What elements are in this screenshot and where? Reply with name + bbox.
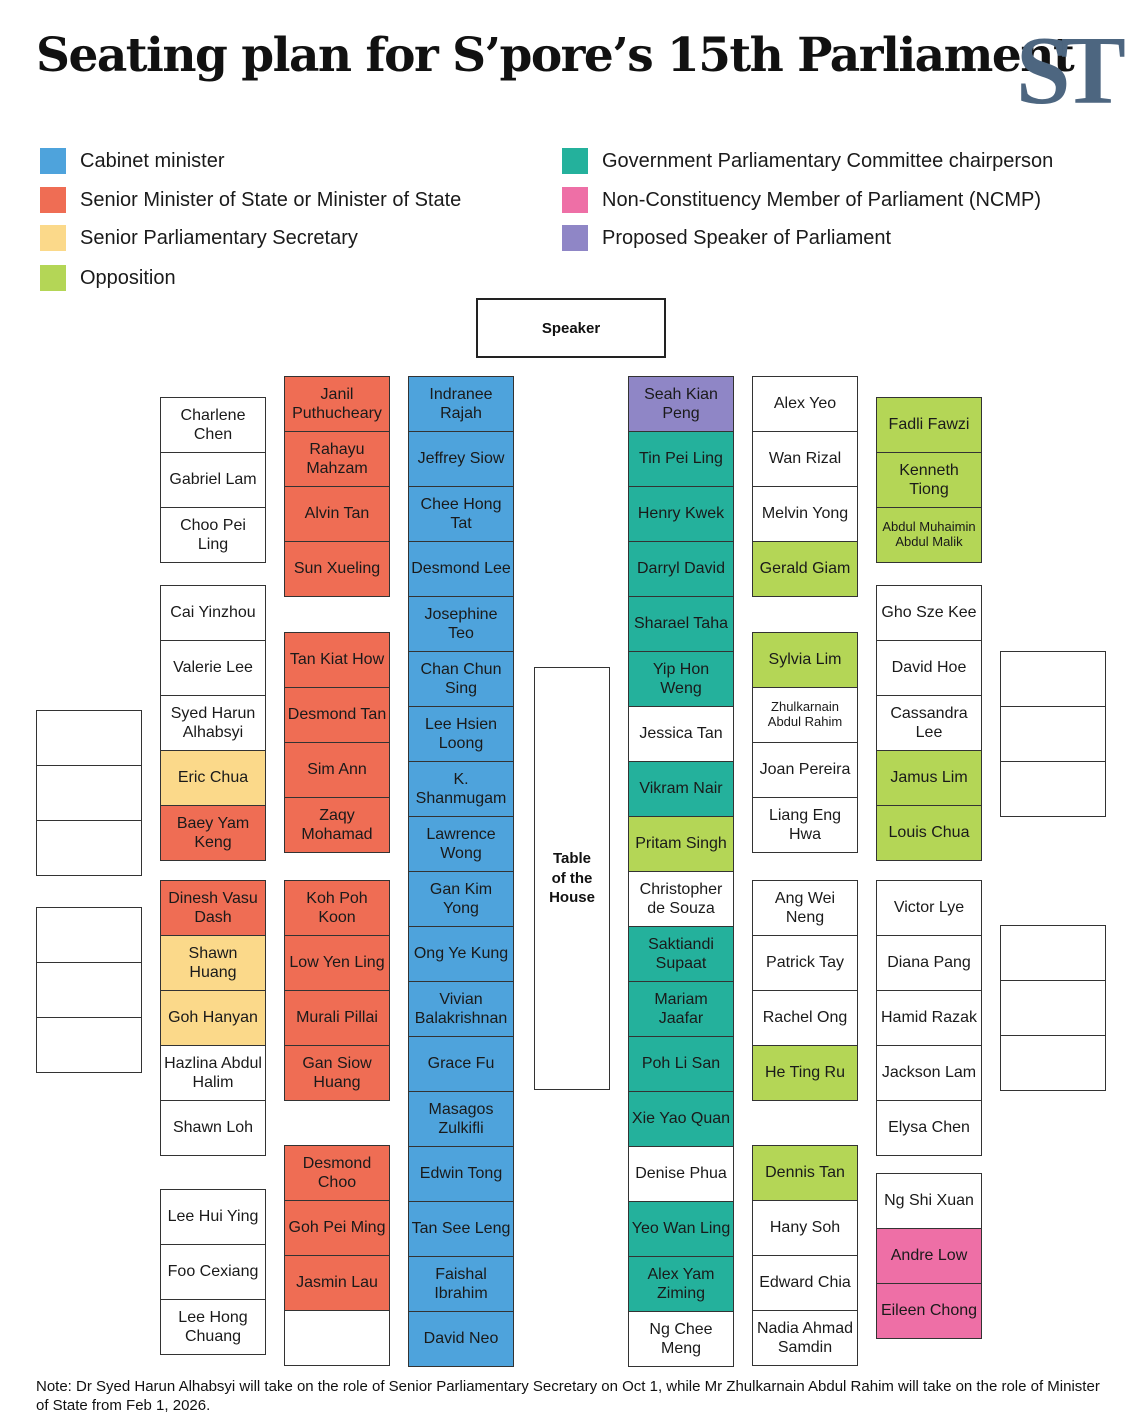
seat-empty [1000, 925, 1106, 981]
legend-swatch [40, 265, 66, 291]
seat-edwin-tong [408, 1146, 514, 1202]
seat-name: Kenneth Tiong [899, 461, 959, 498]
seat-name: Darryl David [636, 560, 725, 578]
seat-shawn-huang [160, 935, 266, 991]
seat-abdul-muhaimin-abdul-malik [876, 507, 982, 563]
seat-alex-yam-ziming [628, 1256, 734, 1312]
seat-sim-ann [284, 742, 390, 798]
seat-name: Gabriel Lam [169, 471, 257, 489]
seat-name: Eileen Chong [880, 1302, 978, 1320]
seat-jamus-lim [876, 750, 982, 806]
seat-name: Desmond Lee [411, 560, 511, 578]
seat-valerie-lee [160, 640, 266, 696]
seat-name: Lee Hsien Loong [424, 715, 498, 752]
seat-name: Gan Siow Huang [302, 1054, 372, 1091]
seat-name: Baey Yam Keng [176, 814, 250, 851]
seat-edward-chia [752, 1255, 858, 1311]
seat-name: Wan Rizal [768, 450, 842, 468]
seat-denise-phua [628, 1146, 734, 1202]
seat-name: Valerie Lee [173, 659, 253, 677]
seat-name: Low Yen Ling [289, 954, 385, 972]
seat-dinesh-vasu-dash [160, 880, 266, 936]
seat-name: Patrick Tay [766, 954, 844, 972]
seat-name: Goh Pei Ming [288, 1219, 386, 1237]
seat-name: Tan See Leng [411, 1220, 511, 1238]
seat-empty [36, 710, 142, 766]
seat-david-neo [408, 1311, 514, 1367]
seat-name: Ang Wei Neng [774, 889, 836, 926]
seat-name: Syed Harun Alhabsyi [170, 704, 256, 741]
legend-swatch [562, 225, 588, 251]
page-title: Seating plan for S’pore’s 15th Parliament [36, 28, 1074, 83]
seat-patrick-tay [752, 935, 858, 991]
seat-name: Charlene Chen [180, 406, 246, 443]
seat-jeffrey-siow [408, 431, 514, 487]
seat-name: Chee Hong Tat [420, 495, 502, 532]
seat-name: Seah Kian Peng [644, 385, 718, 422]
seat-name: Jeffrey Siow [417, 450, 505, 468]
seat-gan-siow-huang [284, 1045, 390, 1101]
legend-swatch [40, 148, 66, 174]
seat-liang-eng-hwa [752, 797, 858, 853]
table-label-line: of the [551, 869, 593, 887]
seat-name: Goh Hanyan [168, 1009, 258, 1027]
seat-zhulkarnain-abdul-rahim [752, 687, 858, 743]
seat-pritam-singh [628, 816, 734, 872]
seat-name: Ng Shi Xuan [884, 1192, 974, 1210]
seat-name: Vivian Balakrishnan [414, 990, 508, 1027]
legend-label: Cabinet minister [80, 149, 225, 172]
seat-alex-yeo [752, 376, 858, 432]
seat-name: Indranee Rajah [429, 385, 493, 422]
seat-desmond-tan [284, 687, 390, 743]
seat-eric-chua [160, 750, 266, 806]
seat-name: Diana Pang [887, 954, 971, 972]
seat-name: Zhulkarnain Abdul Rahim [767, 699, 843, 729]
legend-label: Non-Constituency Member of Parliament (NCMP) [602, 188, 1042, 211]
seat-name: Melvin Yong [761, 505, 849, 523]
seat-empty [36, 1017, 142, 1073]
legend-item-minister-state [40, 187, 461, 213]
seat-name: Janil Puthucheary [292, 385, 382, 422]
seat-hamid-razak [876, 990, 982, 1046]
seat-name: Ng Chee Meng [649, 1320, 713, 1357]
seat-name: Hazlina Abdul Halim [164, 1054, 262, 1091]
seat-name: Gan Kim Yong [429, 880, 493, 917]
seat-empty [1000, 706, 1106, 762]
seat-alvin-tan [284, 486, 390, 542]
seat-name: Alvin Tan [304, 505, 370, 523]
seat-name: Hany Soh [769, 1219, 841, 1237]
seat-cassandra-lee [876, 695, 982, 751]
seat-k-shanmugam [408, 761, 514, 817]
seat-masagos-zulkifli [408, 1091, 514, 1147]
seat-name: Faishal Ibrahim [434, 1265, 488, 1302]
seat-name: Sim Ann [307, 761, 367, 779]
seat-name: Saktiandi Supaat [648, 935, 714, 972]
legend-item-gpc-chair [562, 148, 1053, 174]
seat-foo-cexiang [160, 1244, 266, 1300]
seat-cai-yinzhou [160, 585, 266, 641]
seat-desmond-choo [284, 1145, 390, 1201]
seat-name: Jessica Tan [639, 725, 723, 743]
legend-swatch [40, 187, 66, 213]
legend-item-speaker [562, 225, 891, 251]
seat-name: Henry Kwek [637, 505, 725, 523]
seat-sun-xueling [284, 541, 390, 597]
seat-desmond-lee [408, 541, 514, 597]
seat-choo-pei-ling [160, 507, 266, 563]
seat-name: Rahayu Mahzam [306, 440, 368, 477]
seat-name: Foo Cexiang [167, 1263, 259, 1281]
seat-lawrence-wong [408, 816, 514, 872]
seat-ong-ye-kung [408, 926, 514, 982]
seat-sharael-taha [628, 596, 734, 652]
seat-jackson-lam [876, 1045, 982, 1101]
seat-josephine-teo [408, 596, 514, 652]
seat-empty [36, 907, 142, 963]
seat-name: Gho Sze Kee [881, 604, 977, 622]
seat-vikram-nair [628, 761, 734, 817]
seat-yeo-wan-ling [628, 1201, 734, 1257]
seat-name: Cai Yinzhou [170, 604, 256, 622]
seat-empty [284, 1310, 390, 1366]
seat-name: Jasmin Lau [296, 1274, 378, 1292]
legend-item-ncmp [562, 187, 1041, 213]
seat-name: Dinesh Vasu Dash [168, 889, 258, 926]
seat-name: Xie Yao Quan [631, 1110, 731, 1128]
seat-rahayu-mahzam [284, 431, 390, 487]
seat-name: Lee Hui Ying [167, 1208, 259, 1226]
seat-jessica-tan [628, 706, 734, 762]
seat-name: Nadia Ahmad Samdin [756, 1319, 854, 1356]
seat-vivian-balakrishnan [408, 981, 514, 1037]
seat-sylvia-lim [752, 632, 858, 688]
seat-indranee-rajah [408, 376, 514, 432]
seat-tan-see-leng [408, 1201, 514, 1257]
seat-melvin-yong [752, 486, 858, 542]
seat-name: Edwin Tong [419, 1165, 503, 1183]
seat-faishal-ibrahim [408, 1256, 514, 1312]
seat-name: Masagos Zulkifli [428, 1100, 494, 1137]
seat-name: Tin Pei Ling [639, 450, 723, 468]
seat-name: Fadli Fawzi [888, 416, 970, 434]
seat-joan-pereira [752, 742, 858, 798]
seat-lee-hong-chuang [160, 1299, 266, 1355]
seat-name: Hamid Razak [880, 1009, 978, 1027]
footnote: Note: Dr Syed Harun Alhabsyi will take on the role of Senior Parliamentary Secretary on Oct 1, while Mr Zhulkarnain Abdul Rahim will take on the role of Minister of State from Feb 1, 2026. [36, 1378, 1100, 1414]
seat-name: K. Shanmugam [415, 770, 507, 807]
seat-name: Sun Xueling [293, 560, 381, 578]
seat-name: Chan Chun Sing [420, 660, 502, 697]
seat-chan-chun-sing [408, 651, 514, 707]
seat-empty [1000, 761, 1106, 817]
seat-empty [36, 962, 142, 1018]
seat-ng-shi-xuan [876, 1173, 982, 1229]
seat-name: Edward Chia [759, 1274, 851, 1292]
seat-zaqy-mohamad [284, 797, 390, 853]
seat-lee-hsien-loong [408, 706, 514, 762]
seat-name: Zaqy Mohamad [301, 806, 373, 843]
seat-gerald-giam [752, 541, 858, 597]
seat-name: Alex Yam Ziming [647, 1265, 715, 1302]
seat-name: Lawrence Wong [426, 825, 496, 862]
seat-name: Cassandra Lee [890, 704, 968, 741]
seat-janil-puthucheary [284, 376, 390, 432]
legend-item-cabinet [40, 148, 225, 174]
seat-ng-chee-meng [628, 1311, 734, 1367]
seat-name: Liang Eng Hwa [768, 806, 842, 843]
seat-name: He Ting Ru [764, 1064, 846, 1082]
seat-baey-yam-keng [160, 805, 266, 861]
seat-xie-yao-quan [628, 1091, 734, 1147]
seat-name: Shawn Loh [172, 1119, 254, 1137]
seat-seah-kian-peng [628, 376, 734, 432]
seat-name: Eric Chua [177, 769, 249, 787]
seat-murali-pillai [284, 990, 390, 1046]
seat-name: Yeo Wan Ling [631, 1220, 731, 1238]
legend-swatch [40, 225, 66, 251]
seat-he-ting-ru [752, 1045, 858, 1101]
seat-name: Grace Fu [427, 1055, 495, 1073]
seat-name: Ong Ye Kung [413, 945, 509, 963]
seat-name: Jamus Lim [890, 769, 968, 787]
seat-name: Sharael Taha [634, 615, 728, 633]
seat-name: Mariam Jaafar [654, 990, 708, 1027]
seat-name: Pritam Singh [635, 835, 727, 853]
seat-charlene-chen [160, 397, 266, 453]
speaker-box: Speaker [476, 298, 666, 358]
seat-darryl-david [628, 541, 734, 597]
seat-henry-kwek [628, 486, 734, 542]
seat-fadli-fawzi [876, 397, 982, 453]
seat-lee-hui-ying [160, 1189, 266, 1245]
seat-name: Dennis Tan [765, 1164, 845, 1182]
seat-louis-chua [876, 805, 982, 861]
seat-gan-kim-yong [408, 871, 514, 927]
seat-name: Christopher de Souza [639, 880, 723, 917]
seat-name: Alex Yeo [773, 395, 837, 413]
seat-empty [36, 820, 142, 876]
seat-name: David Neo [423, 1330, 499, 1348]
seat-syed-harun-alhabsyi [160, 695, 266, 751]
seat-david-hoe [876, 640, 982, 696]
seat-chee-hong-tat [408, 486, 514, 542]
seat-name: Choo Pei Ling [180, 516, 246, 553]
seat-name: Jackson Lam [881, 1064, 977, 1082]
seat-name: David Hoe [891, 659, 967, 677]
legend-label: Senior Parliamentary Secretary [80, 226, 358, 249]
seat-yip-hon-weng [628, 651, 734, 707]
seat-andre-low [876, 1228, 982, 1284]
seat-saktiandi-supaat [628, 926, 734, 982]
seat-tan-kiat-how [284, 632, 390, 688]
seat-name: Lee Hong Chuang [178, 1308, 248, 1345]
seat-name: Desmond Choo [302, 1154, 372, 1191]
seat-mariam-jaafar [628, 981, 734, 1037]
seat-name: Louis Chua [888, 824, 970, 842]
seat-name: Gerald Giam [759, 560, 851, 578]
seat-name: Rachel Ong [762, 1009, 848, 1027]
seat-hany-soh [752, 1200, 858, 1256]
seat-victor-lye [876, 880, 982, 936]
seat-jasmin-lau [284, 1255, 390, 1311]
seat-eileen-chong [876, 1283, 982, 1339]
legend-item-senior-parl-sec [40, 225, 358, 251]
seat-poh-li-san [628, 1036, 734, 1092]
legend-label: Proposed Speaker of Parliament [602, 226, 892, 249]
seat-name: Abdul Muhaimin Abdul Malik [882, 519, 976, 549]
legend-item-opposition [40, 265, 176, 291]
seat-rachel-ong [752, 990, 858, 1046]
seat-name: Victor Lye [893, 899, 965, 917]
seat-name: Murali Pillai [296, 1009, 378, 1027]
seat-name: Josephine Teo [424, 605, 498, 642]
seat-dennis-tan [752, 1145, 858, 1201]
seat-empty [1000, 1035, 1106, 1091]
seat-kenneth-tiong [876, 452, 982, 508]
legend-label: Government Parliamentary Committee chairperson [602, 149, 1054, 172]
legend-swatch [562, 187, 588, 213]
seat-name: Desmond Tan [287, 706, 387, 724]
seat-empty [1000, 980, 1106, 1036]
seat-name: Joan Pereira [759, 761, 851, 779]
seat-goh-hanyan [160, 990, 266, 1046]
seat-name: Tan Kiat How [289, 651, 385, 669]
seat-goh-pei-ming [284, 1200, 390, 1256]
seat-name: Yip Hon Weng [652, 660, 710, 697]
seat-elysa-chen [876, 1100, 982, 1156]
legend-label: Opposition [80, 266, 176, 289]
seat-name: Andre Low [890, 1247, 968, 1265]
seat-name: Sylvia Lim [768, 651, 842, 669]
st-logo: ST [1016, 17, 1116, 125]
seat-hazlina-abdul-halim [160, 1045, 266, 1101]
table-of-the-house [534, 667, 610, 1090]
seat-name: Poh Li San [641, 1055, 721, 1073]
seat-grace-fu [408, 1036, 514, 1092]
seat-shawn-loh [160, 1100, 266, 1156]
seat-nadia-ahmad-samdin [752, 1310, 858, 1366]
seat-christopher-de-souza [628, 871, 734, 927]
seat-diana-pang [876, 935, 982, 991]
seat-gho-sze-kee [876, 585, 982, 641]
seat-koh-poh-koon [284, 880, 390, 936]
table-label-line: House [549, 889, 595, 907]
seat-wan-rizal [752, 431, 858, 487]
seat-name: Elysa Chen [888, 1119, 970, 1137]
seat-name: Denise Phua [635, 1165, 727, 1183]
seat-ang-wei-neng [752, 880, 858, 936]
seat-empty [36, 765, 142, 821]
seat-low-yen-ling [284, 935, 390, 991]
seat-gabriel-lam [160, 452, 266, 508]
legend-label: Senior Minister of State or Minister of State [80, 188, 462, 211]
seat-empty [1000, 651, 1106, 707]
table-label-line: Table [552, 850, 592, 868]
legend-swatch [562, 148, 588, 174]
seat-tin-pei-ling [628, 431, 734, 487]
seat-name: Koh Poh Koon [306, 889, 368, 926]
seat-name: Vikram Nair [639, 780, 723, 798]
seat-name: Shawn Huang [188, 944, 238, 981]
